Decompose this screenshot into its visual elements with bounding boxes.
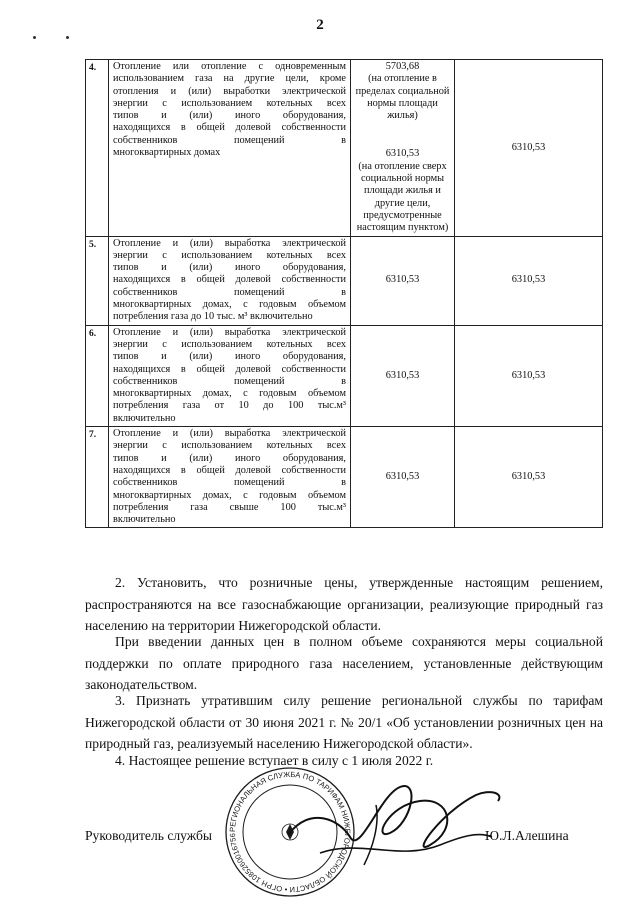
price-incl-vat-cell: 6310,53 xyxy=(351,427,455,528)
row-description: Отопление или отопление с одновременным использованием газа на другие цели, кроме отопления и (или) выработки электрической энергии с использованием котельных всех типов и (или) иного оборудования, находящихся в общей долевой собственности собственников помещений в многоквартирных домах xyxy=(109,60,351,237)
price-cell: 6310,53 xyxy=(455,236,603,325)
row-number: 5. xyxy=(86,236,109,325)
row-description: Отопление и (или) выработка электрической энергии с использованием котельных всех типов и (или) иного оборудования, находящихся в общей долевой собственности собственников помещений в многоквартирных домах, с годовым объемом потребления газа до 10 тыс. м³ включительно xyxy=(109,236,351,325)
price-incl-vat-cell: 6310,53 xyxy=(351,325,455,426)
price-note: (на отопление в пределах социальной нормы площади жилья) xyxy=(355,73,450,122)
table-row xyxy=(86,60,603,237)
paragraph-social-support: При введении данных цен в полном объеме сохраняются меры социальной поддержки по оплате природного газа населением, установленные действующим законодательством. xyxy=(85,634,603,692)
paragraph-3: 3. Признать утратившим силу решение региональной службы по тарифам Нижегородской области от 30 июня 2021 г. № 20/1 «Об установлении розничных цен на природный газ, реализуемый населению Нижегородской области». xyxy=(85,693,603,751)
table-row xyxy=(86,427,603,528)
price-table xyxy=(85,59,603,528)
price-value: 6310,53 xyxy=(385,148,420,160)
row-description: Отопление и (или) выработка электрической энергии с использованием котельных всех типов и (или) иного оборудования, находящихся в общей долевой собственности собственников помещений в многоквартирных домах, с годовым объемом потребления газа от 10 до 100 тыс.м³ включительно xyxy=(109,325,351,426)
price-note: (на отопление сверх социальной нормы площади жилья и другие цели, предусмотренные настоящим пунктом) xyxy=(356,160,449,234)
scan-speck xyxy=(33,36,36,39)
price-incl-vat-cell xyxy=(351,60,455,237)
paragraph-4: 4. Настоящее решение вступает в силу с 1 июля 2022 г. xyxy=(115,753,434,768)
price-cell: 6310,53 xyxy=(455,427,603,528)
svg-text:РЕГИОНАЛЬНАЯ СЛУЖБА ПО ТАРИФАМ: РЕГИОНАЛЬНАЯ СЛУЖБА ПО ТАРИФАМ НИЖЕГОРОДСКОЙ ОБЛАСТИ • ОГРН 1085260016756 xyxy=(227,769,353,895)
row-number: 7. xyxy=(86,427,109,528)
signature-image xyxy=(280,765,510,875)
signer-title: Руководитель службы xyxy=(85,828,213,843)
table-row xyxy=(86,236,603,325)
row-description: Отопление и (или) выработка электрической энергии с использованием котельных всех типов и (или) иного оборудования, находящихся в общей долевой собственности собственников помещений в многоквартирных домах, с годовым объемом потребления газа свыше 100 тыс.м³ включительно xyxy=(109,427,351,528)
table-row xyxy=(86,325,603,426)
signer-name: Ю.Л.Алешина xyxy=(485,828,569,843)
price-cell: 6310,53 xyxy=(455,60,603,237)
page-number: 2 xyxy=(316,17,324,33)
price-cell: 6310,53 xyxy=(455,325,603,426)
row-number: 4. xyxy=(86,60,109,237)
scan-speck xyxy=(66,36,69,39)
price-incl-vat-cell: 6310,53 xyxy=(351,236,455,325)
row-number: 6. xyxy=(86,325,109,426)
price-value: 5703,68 xyxy=(385,61,420,72)
paragraph-2: 2. Установить, что розничные цены, утвержденные настоящим решением, распространяются на все газоснабжающие организации, реализующие природный газ населению на территории Нижегородской области. xyxy=(85,575,603,633)
